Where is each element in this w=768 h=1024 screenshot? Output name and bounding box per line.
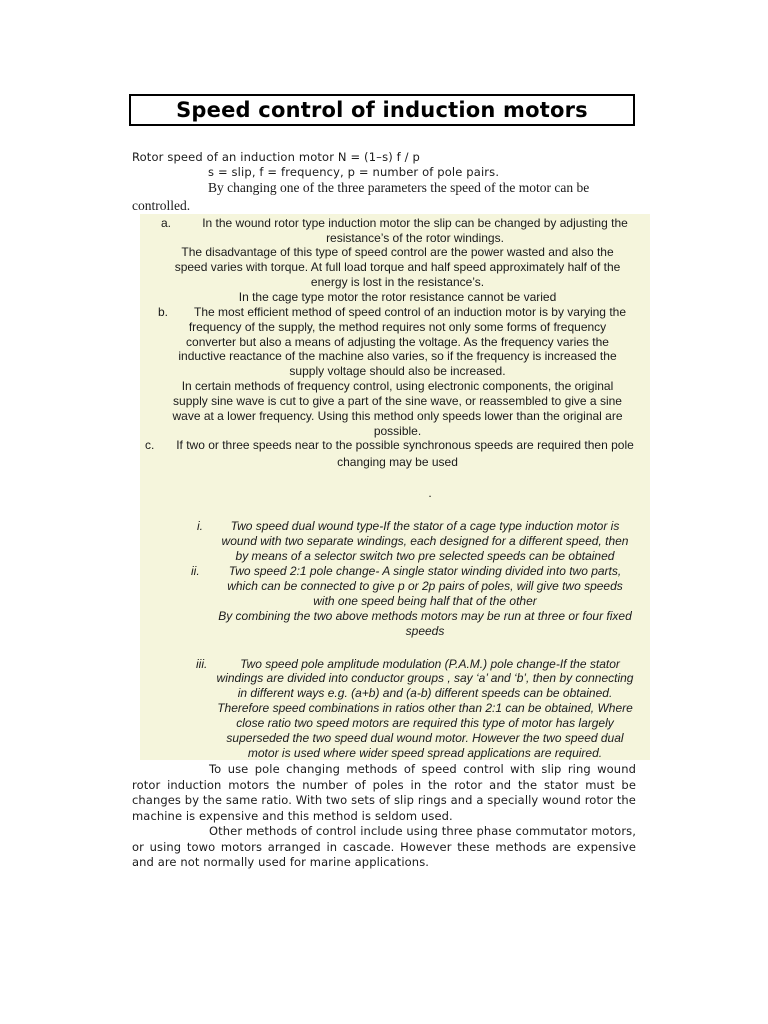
intro-sentence-end: controlled. — [132, 198, 191, 213]
list-ii-line: with one speed being half that of the other — [313, 594, 537, 608]
list-ii-line: Two speed 2:1 pole change- A single stator winding divided into two parts, — [228, 564, 622, 578]
list-iii-line: Two speed pole amplitude modulation (P.A.M.) pole change-If the stator — [240, 657, 620, 671]
list-b-line: supply voltage should also be increased. — [289, 364, 506, 378]
list-b-line: frequency of the supply, the method requires not only some forms of frequency — [188, 320, 607, 334]
list-a-line: In the cage type motor the rotor resistance cannot be varied — [238, 290, 557, 304]
list-marker-a: a. — [161, 216, 172, 230]
list-iii-line: in different ways e.g. (a+b) and (a-b) different speeds can be obtained. — [237, 686, 613, 700]
list-b-line: converter but also a means of adjusting the voltage. As the frequency varies the — [186, 335, 609, 349]
list-a-line: In the wound rotor type induction motor the slip can be changed by adjusting the — [202, 216, 628, 230]
list-iii-line: close ratio two speed motors are required this type of motor has largely — [236, 716, 614, 730]
list-ii-line: speeds — [405, 624, 445, 638]
list-iii-line: windings are divided into conductor groups , say ‘a’ and ‘b’, then by connecting — [216, 671, 634, 685]
closing-paragraphs — [132, 762, 636, 871]
list-iii-line: superseded the two speed dual wound motor. However the two speed dual — [226, 731, 624, 745]
list-b-line: The most efficient method of speed control of an induction motor is by varying the — [193, 305, 626, 319]
list-b-line: supply sine wave is cut to give a part of the sine wave, or reassembled to give a sine — [173, 394, 622, 408]
list-b-line: inductive reactance of the machine also varies, so if the frequency is increased the — [178, 349, 617, 363]
closing-paragraph-1: To use pole changing methods of speed control with slip ring wound rotor induction motors the number of poles in the rotor and the stator must be changes by the same ratio. With two sets of slip rings and a specially wound rotor the machine is expensive and this method is seldom used. — [132, 762, 636, 823]
list-marker-b: b. — [158, 305, 169, 319]
intro-definitions: s = slip, f = frequency, p = number of pole pairs. — [208, 165, 500, 179]
list-c-line: If two or three speeds near to the possible synchronous speeds are required then pole — [176, 438, 634, 452]
list-iii-line: Therefore speed combinations in ratios other than 2:1 can be obtained, Where — [217, 701, 633, 715]
stray-dot: . — [428, 486, 432, 500]
list-marker-iii: iii. — [196, 657, 208, 671]
intro-sentence: By changing one of the three parameters the speed of the motor can be — [208, 180, 590, 195]
intro-formula: Rotor speed of an induction motor N = (1–s) f / p — [132, 150, 420, 164]
page-title: Speed control of induction motors — [176, 98, 588, 122]
list-a-line: speed varies with torque. At full load torque and half speed approximately half of the — [174, 260, 621, 274]
list-b-line: wave at a lower frequency. Using this method only speeds lower than the original are — [172, 409, 623, 423]
title-box — [129, 94, 635, 126]
list-a-line: resistance’s of the rotor windings. — [326, 231, 504, 245]
list-marker-c: c. — [145, 438, 155, 452]
list-b-line: possible. — [373, 424, 422, 438]
list-ii-line: By combining the two above methods motors may be run at three or four fixed — [218, 609, 632, 623]
closing-paragraph-2: Other methods of control include using three phase commutator motors, or using towo motors arranged in cascade. However these methods are expensive and are not normally used for marine applications. — [132, 824, 636, 869]
list-marker-ii: ii. — [191, 564, 200, 578]
list-i-line: by means of a selector switch two pre selected speeds can be obtained — [235, 549, 615, 563]
list-c-line: changing may be used — [337, 455, 458, 469]
list-a-line: The disadvantage of this type of speed control are the power wasted and also the — [181, 245, 614, 259]
list-a-line: energy is lost in the resistance’s. — [310, 275, 485, 289]
list-ii-line: which can be connected to give p or 2p pairs of poles, will give two speeds — [227, 579, 623, 593]
list-marker-i: i. — [197, 519, 203, 533]
list-i-line: Two speed dual wound type-If the stator of a cage type induction motor is — [230, 519, 620, 533]
list-iii-line: motor is used where wider speed spread applications are required. — [247, 746, 603, 760]
list-b-line: In certain methods of frequency control, using electronic components, the original — [181, 379, 614, 393]
list-i-line: wound with two separate windings, each designed for a different speed, then — [221, 534, 629, 548]
